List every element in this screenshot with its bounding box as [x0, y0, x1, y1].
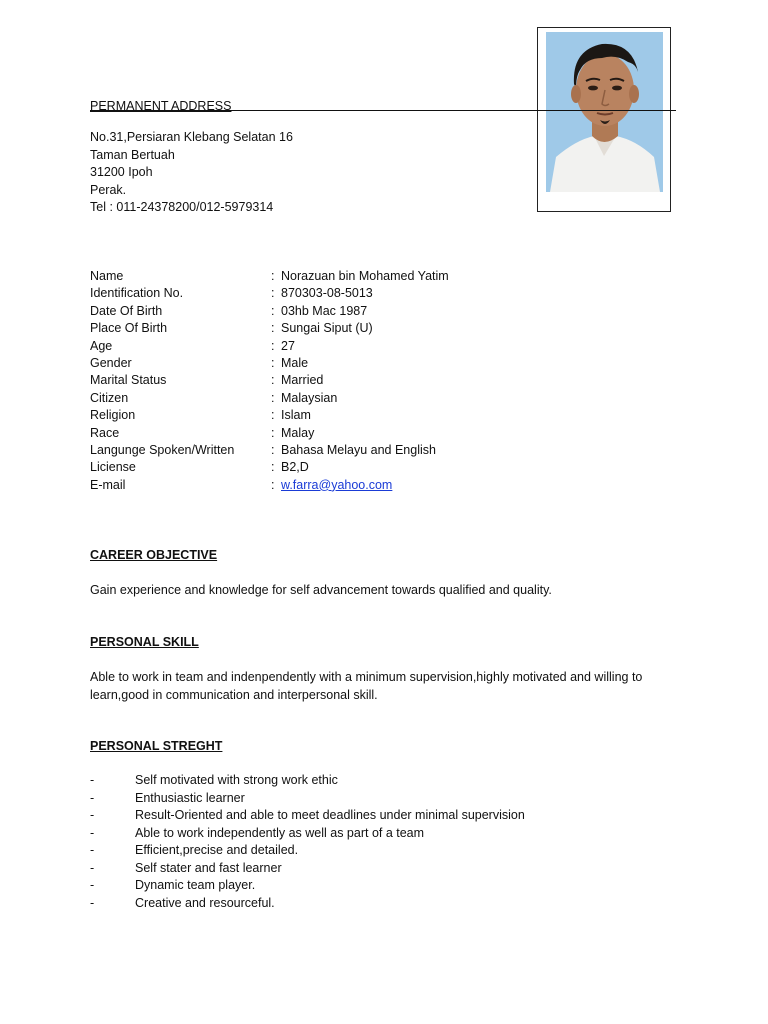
personal-skill-text: Able to work in team and indenpendently with a minimum supervision,highly motivated and willing to learn,good in communication and interpersonal skill. — [90, 670, 643, 702]
detail-colon: : — [271, 338, 275, 353]
detail-colon: : — [271, 390, 275, 405]
detail-value: Male — [281, 355, 309, 370]
detail-colon: : — [271, 286, 275, 301]
detail-label: Place Of Birth — [90, 321, 168, 336]
detail-label: E-mail — [90, 477, 126, 492]
detail-label: Gender — [90, 355, 132, 370]
detail-value: Married — [281, 373, 324, 388]
bullet-dash: - — [90, 860, 95, 875]
detail-label: Identification No. — [90, 286, 184, 301]
detail-value: Malaysian — [281, 390, 338, 405]
address-block — [90, 129, 293, 217]
list-item-text: Able to work independently as well as part of a team — [135, 825, 425, 840]
address-line: Perak. — [90, 182, 127, 197]
email-link[interactable]: w.farra@yahoo.com — [281, 477, 393, 492]
detail-colon: : — [271, 321, 275, 336]
career-objective-heading: CAREER OBJECTIVE — [90, 548, 218, 562]
list-item-text: Dynamic team player. — [135, 878, 256, 892]
bullet-dash: - — [90, 878, 95, 892]
applicant-photo — [546, 32, 663, 192]
detail-colon: : — [271, 477, 275, 492]
address-phone: Tel : 011-24378200/012-5979314 — [90, 200, 274, 214]
detail-value: B2,D — [281, 460, 309, 475]
detail-value: Islam — [281, 408, 311, 423]
detail-value: Malay — [281, 425, 315, 440]
detail-label: Citizen — [90, 390, 129, 405]
detail-label: Liciense — [90, 460, 136, 475]
detail-value: 27 — [281, 338, 295, 353]
detail-label: Race — [90, 425, 120, 440]
detail-colon: : — [271, 269, 275, 283]
detail-label: Name — [90, 269, 124, 283]
bullet-dash: - — [90, 843, 95, 857]
bullet-dash: - — [90, 790, 95, 805]
address-line: No.31,Persiaran Klebang Selatan 16 — [90, 130, 293, 144]
detail-colon: : — [271, 460, 275, 475]
address-line: 31200 Ipoh — [90, 165, 153, 179]
detail-label: Age — [90, 338, 113, 353]
list-item-text: Self stater and fast learner — [135, 860, 282, 875]
detail-colon: : — [271, 373, 275, 388]
detail-colon: : — [271, 442, 275, 457]
personal-strength-heading: PERSONAL STREGHT — [90, 739, 223, 753]
detail-value: 03hb Mac 1987 — [281, 303, 368, 318]
detail-value: Sungai Siput (U) — [281, 321, 373, 336]
career-objective-text: Gain experience and knowledge for self advancement towards qualified and quality. — [90, 583, 552, 597]
detail-value: Bahasa Melayu and English — [281, 442, 436, 457]
detail-colon: : — [271, 355, 275, 370]
detail-label: Langunge Spoken/Written — [90, 442, 235, 457]
detail-label: Date Of Birth — [90, 303, 163, 318]
list-item-text: Result-Oriented and able to meet deadlines under minimal supervision — [135, 808, 525, 822]
detail-value: Norazuan bin Mohamed Yatim — [281, 269, 449, 283]
address-divider — [90, 110, 676, 111]
list-item-text: Efficient,precise and detailed. — [135, 843, 299, 857]
portrait-image — [546, 32, 663, 192]
address-line: Taman Bertuah — [90, 147, 175, 162]
detail-colon: : — [271, 303, 275, 318]
detail-label: Religion — [90, 408, 136, 423]
bullet-dash: - — [90, 825, 95, 840]
list-item-text: Self motivated with strong work ethic — [135, 773, 338, 787]
detail-colon: : — [271, 425, 275, 440]
bullet-dash: - — [90, 808, 95, 822]
bullet-dash: - — [90, 773, 95, 787]
photo-frame — [537, 27, 671, 212]
personal-skill-heading: PERSONAL SKILL — [90, 635, 199, 649]
bullet-dash: - — [90, 895, 95, 910]
detail-colon: : — [271, 408, 275, 423]
list-item-text: Creative and resourceful. — [135, 895, 275, 910]
address-heading: PERMANENT ADDRESS — [90, 99, 232, 113]
list-item-text: Enthusiastic learner — [135, 790, 245, 805]
detail-label: Marital Status — [90, 373, 167, 388]
detail-value: 870303-08-5013 — [281, 286, 373, 301]
